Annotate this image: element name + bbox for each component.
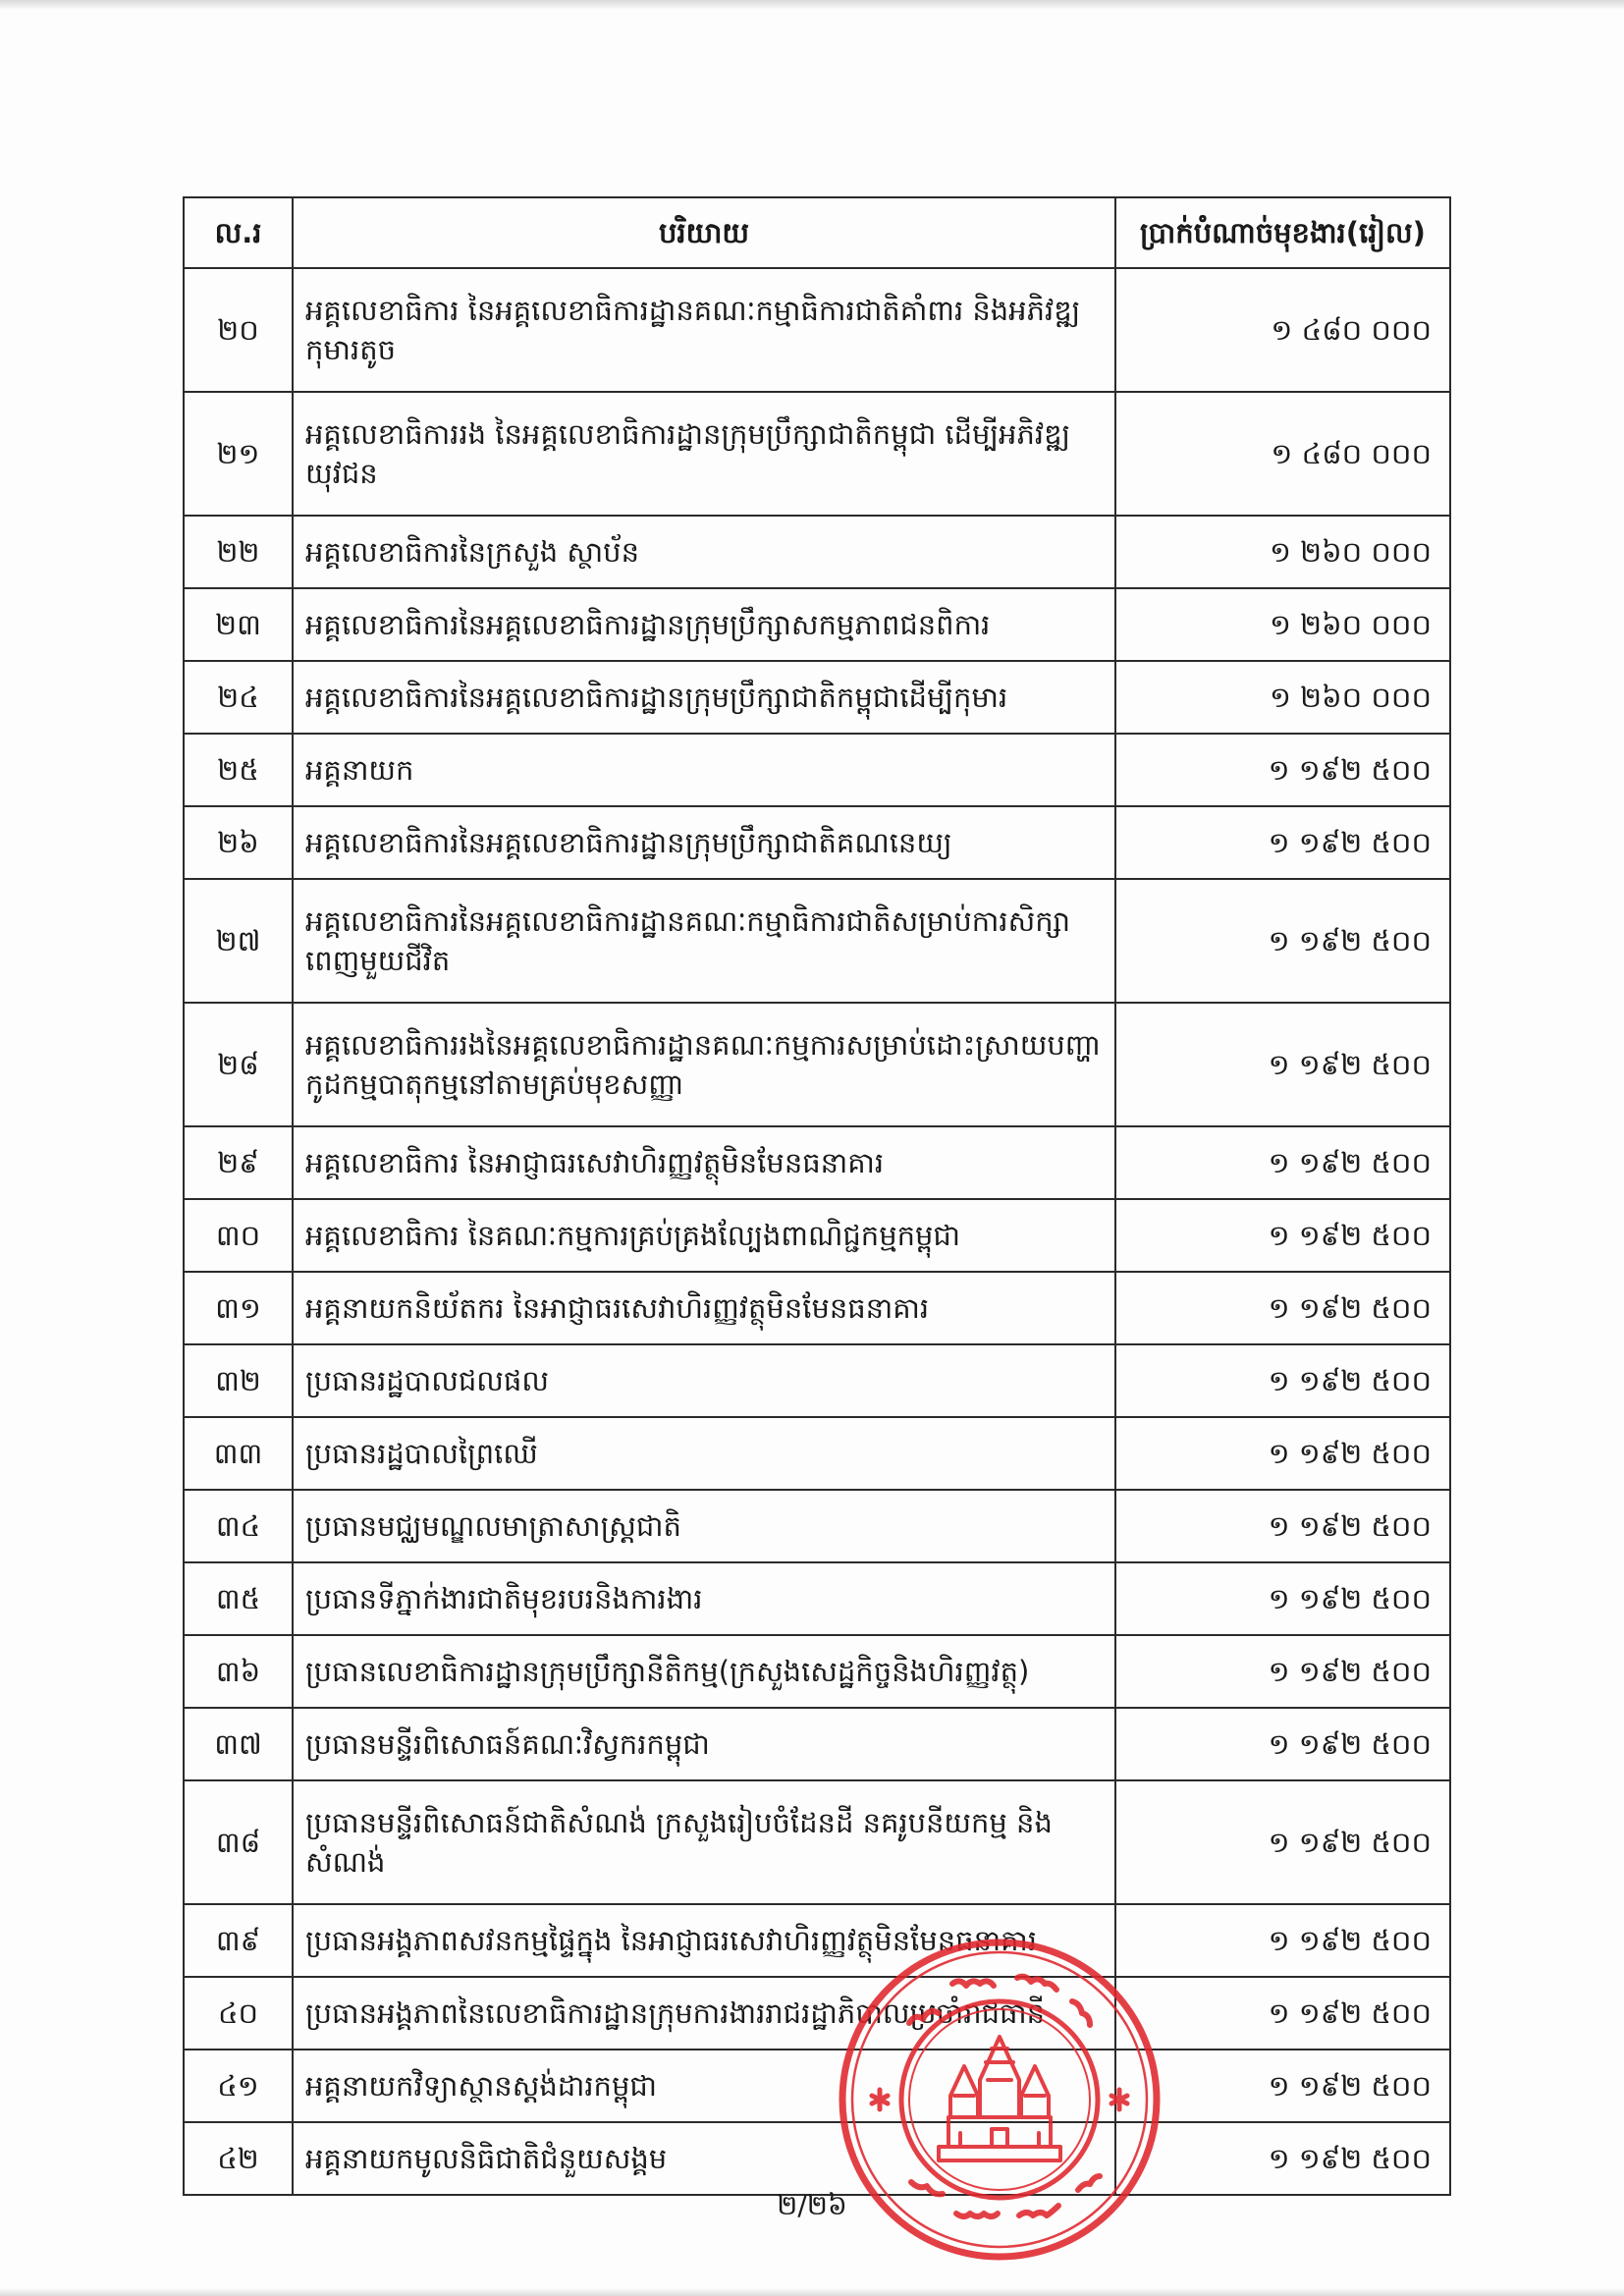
table-row (184, 1003, 1450, 1126)
row-description: ប្រធានលេខាធិការដ្ឋានក្រុមប្រឹក្សានីតិកម្ម(ក្រសួងសេដ្ឋកិច្ចនិងហិរញ្ញវត្ថុ) (293, 1635, 1115, 1708)
row-description: អគ្គនាយក (293, 734, 1115, 806)
row-fee: ១ ១៩២ ៥០០ (1115, 806, 1450, 879)
row-number: ៣៤ (184, 1490, 293, 1562)
table-row (184, 2050, 1450, 2122)
row-description: អគ្គនាយកមូលនិធិជាតិជំនួយសង្គម (293, 2122, 1115, 2195)
row-fee: ១ ១៩២ ៥០០ (1115, 2050, 1450, 2122)
row-fee: ១ ២៦០ ០០០ (1115, 516, 1450, 588)
table-row (184, 588, 1450, 661)
row-description: ប្រធានមជ្ឈមណ្ឌលមាត្រាសាស្ត្រជាតិ (293, 1490, 1115, 1562)
row-description: ប្រធានអង្គភាពនៃលេខាធិការដ្ឋានក្រុមការងាររាជរដ្ឋាភិបាលប្រចាំរាជធានី (293, 1977, 1115, 2050)
row-fee: ១ ១៩២ ៥០០ (1115, 1272, 1450, 1344)
row-fee: ១ ១៩២ ៥០០ (1115, 1126, 1450, 1199)
row-fee: ១ ៤៨០ ០០០ (1115, 268, 1450, 392)
row-number: ២៩ (184, 1126, 293, 1199)
table-row (184, 1199, 1450, 1272)
table-row (184, 1708, 1450, 1780)
row-description: អគ្គលេខាធិការ នៃអាជ្ញាធរសេវាហិរញ្ញវត្ថុមិនមែនធនាគារ (293, 1126, 1115, 1199)
row-fee: ១ ១៩២ ៥០០ (1115, 1344, 1450, 1417)
row-description: អគ្គនាយកវិទ្យាស្ថានស្តង់ដារកម្ពុជា (293, 2050, 1115, 2122)
row-description: អគ្គលេខាធិការនៃក្រសួង ស្ថាប័ន (293, 516, 1115, 588)
row-description: អគ្គលេខាធិការនៃអគ្គលេខាធិការដ្ឋានក្រុមប្រឹក្សាជាតិគណនេយ្យ (293, 806, 1115, 879)
row-description: ប្រធានរដ្ឋបាលជលផល (293, 1344, 1115, 1417)
table-row (184, 1780, 1450, 1904)
row-number: ៣៦ (184, 1635, 293, 1708)
row-number: ៤២ (184, 2122, 293, 2195)
table-row (184, 1904, 1450, 1977)
row-fee: ១ ២៦០ ០០០ (1115, 588, 1450, 661)
table-row (184, 268, 1450, 392)
row-fee: ១ ៤៨០ ០០០ (1115, 392, 1450, 516)
row-fee: ១ ១៩២ ៥០០ (1115, 734, 1450, 806)
row-number: ៣៧ (184, 1708, 293, 1780)
table-row (184, 1417, 1450, 1490)
table-row (184, 392, 1450, 516)
row-description: អគ្គនាយកនិយ័តករ នៃអាជ្ញាធរសេវាហិរញ្ញវត្ថុមិនមែនធនាគារ (293, 1272, 1115, 1344)
row-fee: ១ ១៩២ ៥០០ (1115, 2122, 1450, 2195)
row-fee: ១ ១៩២ ៥០០ (1115, 1003, 1450, 1126)
table-row (184, 734, 1450, 806)
table-row (184, 1344, 1450, 1417)
table-row (184, 2122, 1450, 2195)
row-description: ប្រធានរដ្ឋបាលព្រៃឈើ (293, 1417, 1115, 1490)
row-description: អគ្គលេខាធិការនៃអគ្គលេខាធិការដ្ឋានគណៈកម្មាធិការជាតិសម្រាប់ការសិក្សាពេញមួយជីវិត (293, 879, 1115, 1003)
row-number: ២១ (184, 392, 293, 516)
row-description: អគ្គលេខាធិការរងនៃអគ្គលេខាធិការដ្ឋានគណៈកម្មការសម្រាប់ដោះស្រាយបញ្ហាកូដកម្មបាតុកម្មនៅតាមគ្រប់មុខសញ្ញា (293, 1003, 1115, 1126)
position-allowance-table (183, 196, 1451, 2196)
row-fee: ១ ១៩២ ៥០០ (1115, 1977, 1450, 2050)
row-description: ប្រធានអង្គភាពសវនកម្មផ្ទៃក្នុង នៃអាជ្ញាធរសេវាហិរញ្ញវត្ថុមិនមែនធនាគារ (293, 1904, 1115, 1977)
row-number: ២៥ (184, 734, 293, 806)
row-fee: ១ ១៩២ ៥០០ (1115, 1780, 1450, 1904)
header-description: បរិយាយ (293, 197, 1115, 268)
header-fee: ប្រាក់បំណាច់មុខងារ(រៀល) (1115, 197, 1450, 268)
row-number: ៤០ (184, 1977, 293, 2050)
table-body (184, 268, 1450, 2195)
row-description: អគ្គលេខាធិការនៃអគ្គលេខាធិការដ្ឋានក្រុមប្រឹក្សាជាតិកម្ពុជាដើម្បីកុមារ (293, 661, 1115, 734)
row-number: ៣៣ (184, 1417, 293, 1490)
row-description: អគ្គលេខាធិការរង នៃអគ្គលេខាធិការដ្ឋានក្រុមប្រឹក្សាជាតិកម្ពុជា ដើម្បីអភិវឌ្ឍយុវជន (293, 392, 1115, 516)
row-number: ២៨ (184, 1003, 293, 1126)
row-number: ២២ (184, 516, 293, 588)
table-row (184, 1562, 1450, 1635)
row-fee: ១ ១៩២ ៥០០ (1115, 1708, 1450, 1780)
row-number: ២៧ (184, 879, 293, 1003)
row-number: ៣២ (184, 1344, 293, 1417)
row-number: ២៣ (184, 588, 293, 661)
row-number: ៣៩ (184, 1904, 293, 1977)
table-row (184, 1126, 1450, 1199)
header-number: ល.រ (184, 197, 293, 268)
row-number: ២០ (184, 268, 293, 392)
row-fee: ១ ១៩២ ៥០០ (1115, 879, 1450, 1003)
row-number: ៣១ (184, 1272, 293, 1344)
row-description: អគ្គលេខាធិការនៃអគ្គលេខាធិការដ្ឋានក្រុមប្រឹក្សាសកម្មភាពជនពិការ (293, 588, 1115, 661)
scan-edge-top (0, 0, 1624, 10)
row-description: ប្រធានមន្ទីរពិសោធន៍គណៈវិស្វករកម្ពុជា (293, 1708, 1115, 1780)
table-row (184, 516, 1450, 588)
row-fee: ១ ១៩២ ៥០០ (1115, 1417, 1450, 1490)
table-row (184, 1272, 1450, 1344)
row-number: ៣៨ (184, 1780, 293, 1904)
table-row (184, 1977, 1450, 2050)
row-number: ៣០ (184, 1199, 293, 1272)
row-description: ប្រធានទីភ្នាក់ងារជាតិមុខរបរនិងការងារ (293, 1562, 1115, 1635)
row-description: អគ្គលេខាធិការ នៃគណៈកម្មការគ្រប់គ្រងល្បែងពាណិជ្ជកម្មកម្ពុជា (293, 1199, 1115, 1272)
row-fee: ១ ១៩២ ៥០០ (1115, 1904, 1450, 1977)
row-fee: ១ ១៩២ ៥០០ (1115, 1199, 1450, 1272)
table-header-row (184, 197, 1450, 268)
table-row (184, 661, 1450, 734)
row-fee: ១ ១៩២ ៥០០ (1115, 1635, 1450, 1708)
row-fee: ១ ២៦០ ០០០ (1115, 661, 1450, 734)
table-row (184, 879, 1450, 1003)
row-number: ៤១ (184, 2050, 293, 2122)
row-number: ៣៥ (184, 1562, 293, 1635)
table-row (184, 1635, 1450, 1708)
row-fee: ១ ១៩២ ៥០០ (1115, 1490, 1450, 1562)
table-row (184, 806, 1450, 879)
row-description: អគ្គលេខាធិការ នៃអគ្គលេខាធិការដ្ឋានគណៈកម្មាធិការជាតិគាំពារ និងអភិវឌ្ឍកុមារតូច (293, 268, 1115, 392)
row-number: ២៤ (184, 661, 293, 734)
scan-edge-bottom (0, 2288, 1624, 2296)
row-fee: ១ ១៩២ ៥០០ (1115, 1562, 1450, 1635)
table-row (184, 1490, 1450, 1562)
row-number: ២៦ (184, 806, 293, 879)
page-number: ២/២៦ (777, 2189, 847, 2221)
row-description: ប្រធានមន្ទីរពិសោធន៍ជាតិសំណង់ ក្រសួងរៀបចំដែនដី នគរូបនីយកម្ម និងសំណង់ (293, 1780, 1115, 1904)
